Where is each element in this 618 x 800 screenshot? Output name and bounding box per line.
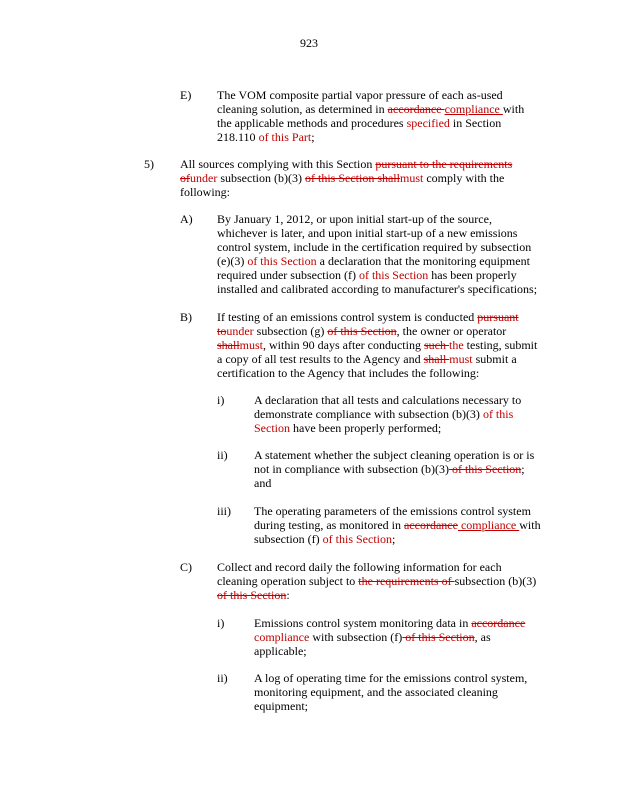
text-line bbox=[254, 393, 521, 407]
deleted-text: of this Section bbox=[327, 324, 397, 338]
text-line bbox=[217, 212, 537, 226]
item-label-E: E) bbox=[180, 88, 192, 102]
text-run: with subsection (f) bbox=[309, 630, 403, 644]
text-line bbox=[217, 324, 537, 338]
text-line bbox=[254, 644, 525, 658]
text-line bbox=[217, 366, 537, 380]
text-run: , within 90 days after conducting bbox=[263, 338, 424, 352]
inserted-text: of this Section bbox=[358, 268, 429, 282]
text-run: applicable; bbox=[254, 644, 307, 658]
paragraph-C-i bbox=[254, 616, 525, 658]
text-run: required under subsection (f) bbox=[217, 268, 359, 282]
text-run: subsection (g) bbox=[253, 324, 328, 338]
text-line bbox=[254, 504, 541, 518]
text-run: installed and calibrated according to manufacturer's specifications; bbox=[217, 282, 538, 296]
text-run: during testing, as monitored in bbox=[254, 518, 404, 532]
text-run: A declaration that all tests and calculations necessary to bbox=[254, 393, 522, 407]
text-line bbox=[254, 518, 541, 532]
text-run: the applicable methods and procedures bbox=[217, 116, 407, 130]
text-run: : bbox=[286, 588, 290, 602]
text-run: cleaning solution, as determined in bbox=[217, 102, 388, 116]
inserted-text: must bbox=[399, 171, 424, 185]
paragraph-E bbox=[217, 88, 524, 144]
text-run: in Section bbox=[449, 116, 502, 130]
text-line bbox=[254, 476, 534, 490]
text-run: and bbox=[254, 476, 272, 490]
paragraph-A bbox=[217, 212, 537, 296]
text-run: a copy of all test results to the Agency and bbox=[217, 352, 424, 366]
item-label-B-i: i) bbox=[217, 393, 225, 407]
inserted-text: the bbox=[448, 338, 464, 352]
paragraph-B bbox=[217, 310, 537, 380]
paragraph-C bbox=[217, 560, 536, 602]
text-line bbox=[180, 171, 512, 185]
text-line bbox=[254, 407, 521, 421]
text-line bbox=[217, 116, 524, 130]
item-label-C-ii: ii) bbox=[217, 671, 228, 685]
text-line bbox=[217, 240, 537, 254]
text-line bbox=[217, 560, 536, 574]
text-line bbox=[254, 462, 534, 476]
inserted-text: under bbox=[226, 324, 254, 338]
text-run: The operating parameters of the emissions control system bbox=[254, 504, 531, 518]
text-run: cleaning operation subject to bbox=[217, 574, 359, 588]
item-label-B-iii: iii) bbox=[217, 504, 231, 518]
text-line bbox=[217, 102, 524, 116]
inserted-text: must bbox=[239, 338, 264, 352]
text-run: a declaration that the monitoring equipment bbox=[316, 254, 530, 268]
inserted-text: must bbox=[449, 352, 473, 366]
paragraph-C-ii bbox=[254, 671, 527, 713]
inserted-text: compliance bbox=[444, 102, 503, 116]
inserted-text: of this Section bbox=[247, 254, 317, 268]
text-run: following: bbox=[180, 185, 230, 199]
deleted-text: shall bbox=[217, 338, 240, 352]
text-line bbox=[217, 352, 537, 366]
text-run: with bbox=[519, 518, 541, 532]
text-run: If testing of an emissions control system is conducted bbox=[217, 310, 478, 324]
deleted-text: accordance bbox=[387, 102, 445, 116]
text-line bbox=[254, 421, 521, 435]
inserted-text: compliance bbox=[457, 518, 520, 532]
item-label-5: 5) bbox=[144, 157, 154, 171]
text-run: (e)(3) bbox=[217, 254, 248, 268]
text-run: ; bbox=[521, 462, 525, 476]
text-run: certification to the Agency that includes the following: bbox=[217, 366, 480, 380]
text-run: have been properly performed; bbox=[290, 421, 442, 435]
text-run: A statement whether the subject cleaning operation is or is bbox=[254, 448, 535, 462]
text-run: demonstrate compliance with subsection (b)(3) bbox=[254, 407, 483, 421]
text-run: with bbox=[502, 102, 525, 116]
text-line bbox=[217, 88, 524, 102]
text-line bbox=[180, 157, 512, 171]
inserted-text: specified bbox=[406, 116, 450, 130]
item-label-B-ii: ii) bbox=[217, 448, 228, 462]
text-line bbox=[217, 588, 536, 602]
text-run: , as bbox=[474, 630, 491, 644]
inserted-text: of this Section bbox=[322, 532, 392, 546]
deleted-text: such bbox=[423, 338, 449, 352]
text-run: submit a bbox=[472, 352, 517, 366]
text-line bbox=[254, 616, 525, 630]
text-line bbox=[217, 338, 537, 352]
deleted-text: to bbox=[217, 324, 227, 338]
text-run: equipment; bbox=[254, 699, 308, 713]
text-run: has been properly bbox=[428, 268, 517, 282]
text-run: By January 1, 2012, or upon initial start-up of the source, bbox=[217, 212, 492, 226]
deleted-text: shall bbox=[423, 352, 450, 366]
text-line bbox=[254, 448, 534, 462]
page-number: 923 bbox=[300, 36, 318, 50]
deleted-text: of this Section shall bbox=[304, 171, 400, 185]
item-label-C-i: i) bbox=[217, 616, 225, 630]
text-line bbox=[254, 685, 527, 699]
text-run: subsection (f) bbox=[254, 532, 323, 546]
text-line bbox=[217, 574, 536, 588]
inserted-text: of this Part bbox=[258, 130, 312, 144]
inserted-text: compliance bbox=[254, 630, 310, 644]
text-line bbox=[217, 226, 537, 240]
text-line bbox=[217, 130, 524, 144]
text-run: A log of operating time for the emissions control system, bbox=[254, 671, 528, 685]
deleted-text: the requirements of bbox=[358, 574, 455, 588]
deleted-text: of bbox=[180, 171, 190, 185]
text-line bbox=[217, 282, 537, 296]
text-run: not in compliance with subsection (b)(3) bbox=[254, 462, 449, 476]
item-label-B: B) bbox=[180, 310, 192, 324]
text-line bbox=[254, 699, 527, 713]
paragraph-B-iii bbox=[254, 504, 541, 546]
inserted-text: of this bbox=[482, 407, 514, 421]
text-line bbox=[217, 310, 537, 324]
item-label-C: C) bbox=[180, 560, 192, 574]
text-line bbox=[254, 532, 541, 546]
text-run: subsection (b)(3) bbox=[217, 171, 305, 185]
text-run: ; bbox=[311, 130, 315, 144]
text-line bbox=[217, 268, 537, 282]
text-run: testing, submit bbox=[463, 338, 538, 352]
text-run: 218.110 bbox=[217, 130, 259, 144]
text-run: The VOM composite partial vapor pressure of each as-used bbox=[217, 88, 503, 102]
text-run: comply with the bbox=[423, 171, 505, 185]
paragraph-B-ii bbox=[254, 448, 534, 490]
paragraph-5 bbox=[180, 157, 512, 199]
text-run: Collect and record daily the following information for each bbox=[217, 560, 502, 574]
text-run: monitoring equipment, and the associated cleaning bbox=[254, 685, 498, 699]
item-label-A: A) bbox=[180, 212, 193, 226]
text-run: whichever is later, and upon initial start-up of a new emissions bbox=[217, 226, 518, 240]
deleted-text: pursuant bbox=[477, 310, 519, 324]
paragraph-B-i bbox=[254, 393, 521, 435]
deleted-text: of this Section bbox=[217, 588, 287, 602]
deleted-text: accordance bbox=[403, 518, 458, 532]
text-run: All sources complying with this Section bbox=[180, 157, 376, 171]
text-line bbox=[254, 671, 527, 685]
inserted-text: under bbox=[190, 171, 218, 185]
text-run: ; bbox=[391, 532, 396, 546]
text-line bbox=[254, 630, 525, 644]
text-run: Emissions control system monitoring data in bbox=[254, 616, 472, 630]
inserted-text: Section bbox=[254, 421, 290, 435]
text-line bbox=[217, 254, 537, 268]
deleted-text: pursuant to the requirements bbox=[375, 157, 513, 171]
deleted-text: of this Section bbox=[448, 462, 522, 476]
text-run: control system, include in the certification required by subsection bbox=[217, 240, 532, 254]
text-run: , the owner or operator bbox=[396, 324, 507, 338]
text-line bbox=[180, 185, 512, 199]
text-run: subsection (b)(3) bbox=[454, 574, 537, 588]
deleted-text: of this Section bbox=[402, 630, 475, 644]
deleted-text: accordance bbox=[471, 616, 526, 630]
